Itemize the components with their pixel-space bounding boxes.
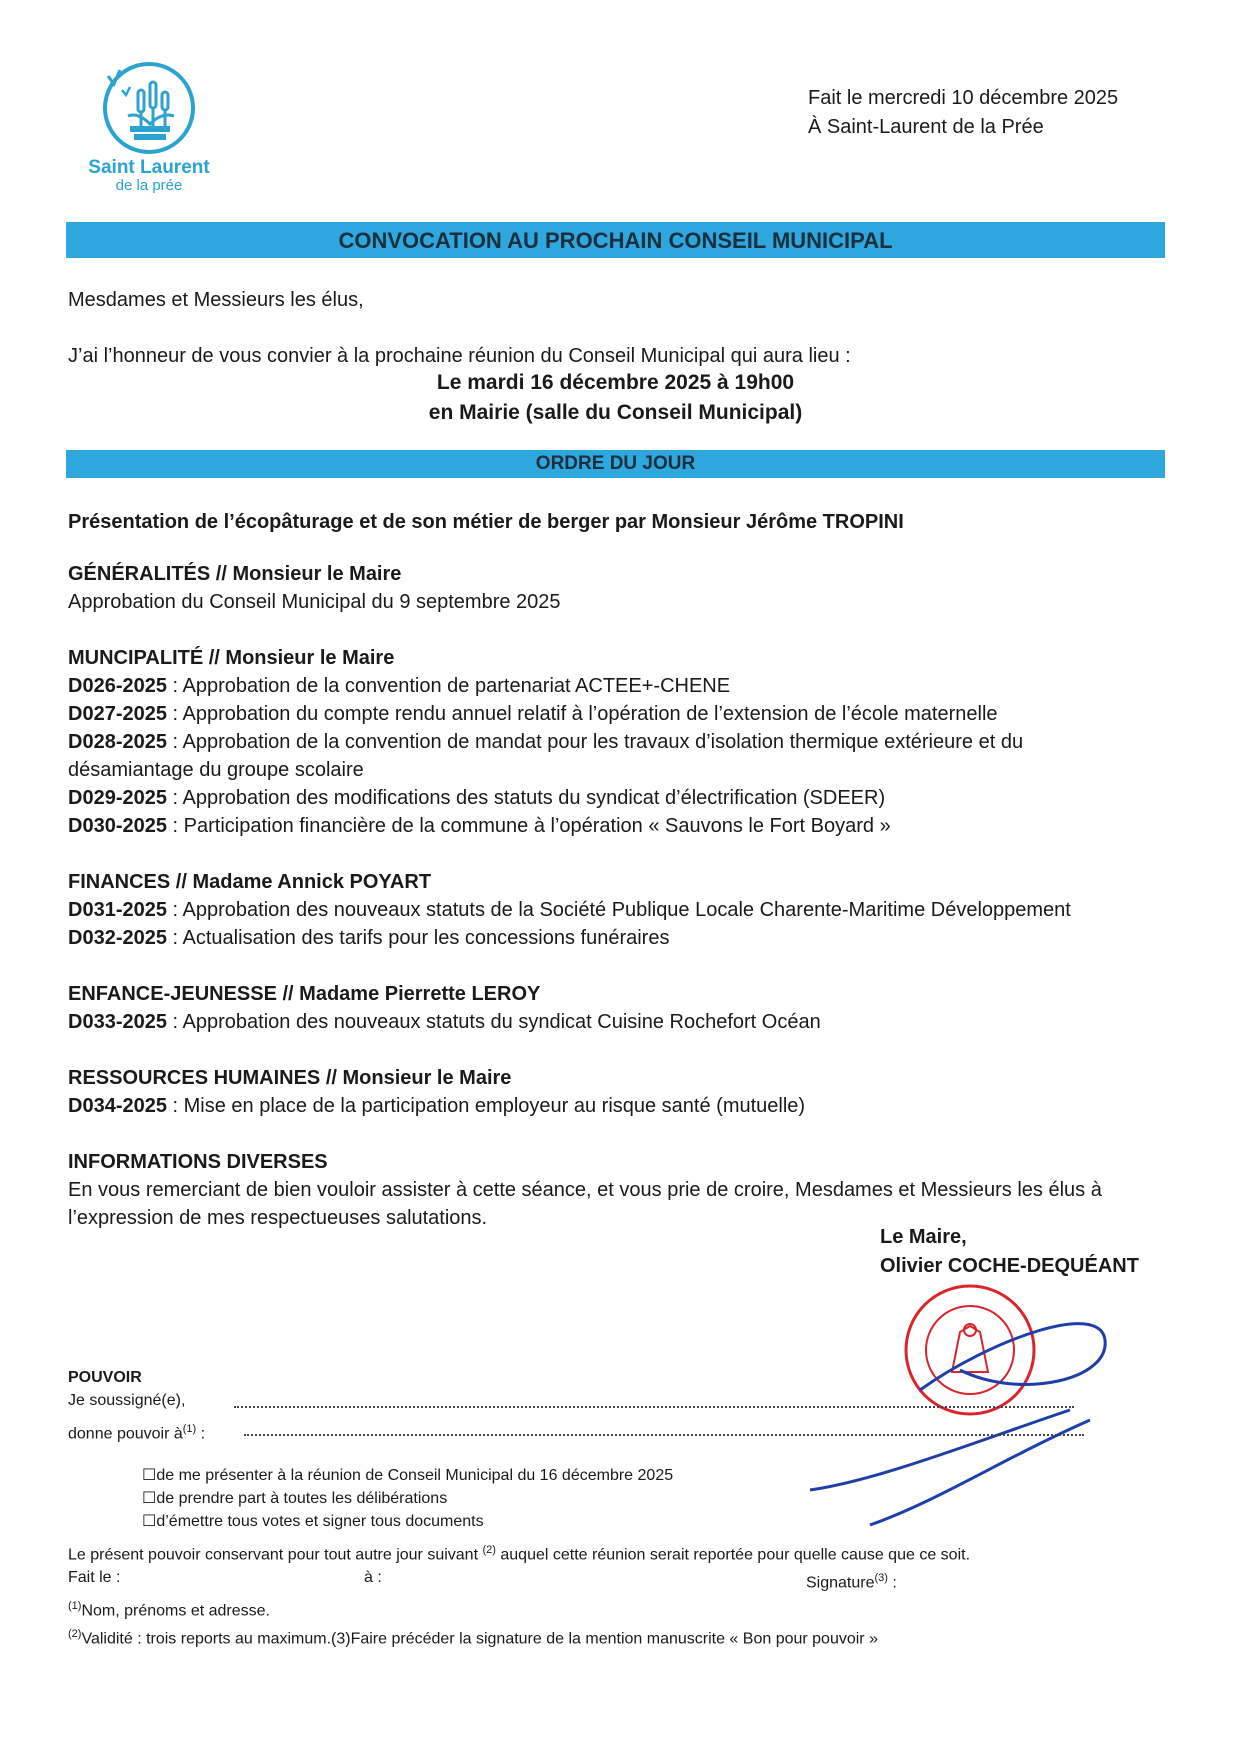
signature-colon: : xyxy=(887,1574,897,1592)
presentation-line: Présentation de l’écopâturage et de son métier de berger par Monsieur Jérôme TROPINI xyxy=(68,511,904,533)
meeting-place: en Mairie (salle du Conseil Municipal) xyxy=(428,401,803,424)
pouvoir-soussigne-label: Je soussigné(e), xyxy=(68,1392,186,1409)
item-code: D033-2025 xyxy=(68,1011,167,1033)
validity-text-b: auquel cette réunion serait reportée pour quelle cause que ce soit. xyxy=(495,1546,971,1564)
mayor-signature-block xyxy=(880,1223,1139,1281)
item-code: D028-2025 xyxy=(68,731,167,753)
item-code: D027-2025 xyxy=(68,703,167,725)
agenda-item xyxy=(68,728,1148,784)
agenda-sections xyxy=(68,560,1148,1232)
mayor-name: Olivier COCHE-DEQUÉANT xyxy=(880,1255,1139,1277)
donne-label-text: donne pouvoir à xyxy=(68,1425,183,1443)
logo xyxy=(74,56,224,194)
footnote-2 xyxy=(68,1622,878,1651)
section-heading: ENFANCE-JEUNESSE // Madame Pierrette LEROY xyxy=(68,983,541,1005)
date-block xyxy=(808,84,1118,142)
item-text: : Approbation des modifications des statuts du syndicat d’électrification (SDEER) xyxy=(166,787,886,809)
item-text: : Approbation des nouveaux statuts du syndicat Cuisine Rochefort Océan xyxy=(166,1011,821,1033)
checkbox[interactable]: ☐ xyxy=(142,1513,157,1530)
meeting-date: Le mardi 16 décembre 2025 à 19h00 xyxy=(436,371,795,394)
cattails-logo-icon xyxy=(94,56,204,156)
section-heading: INFORMATIONS DIVERSES xyxy=(68,1151,328,1173)
section-heading: GÉNÉRALITÉS // Monsieur le Maire xyxy=(68,563,402,585)
option-row xyxy=(142,1510,484,1533)
agenda-section xyxy=(68,560,1148,616)
item-text: : Approbation du compte rendu annuel relatif à l’opération de l’extension de l’école maternelle xyxy=(166,703,998,725)
mayor-role: Le Maire, xyxy=(880,1226,967,1248)
fait-le-label: Fait le : xyxy=(68,1569,121,1586)
agenda-item xyxy=(68,1008,1148,1036)
agenda-item xyxy=(68,588,1148,616)
item-code: D030-2025 xyxy=(68,815,167,837)
pouvoir-donne-label xyxy=(68,1417,205,1446)
agenda-section xyxy=(68,980,1148,1036)
validity-text-a: Le présent pouvoir conservant pour tout autre jour suivant xyxy=(68,1546,483,1564)
agenda-item xyxy=(68,924,1148,952)
agenda-section xyxy=(68,1064,1148,1120)
item-text: Approbation du Conseil Municipal du 9 septembre 2025 xyxy=(68,591,561,613)
section-heading: FINANCES // Madame Annick POYART xyxy=(68,871,432,893)
agenda-section xyxy=(68,868,1148,952)
page-title: CONVOCATION AU PROCHAIN CONSEIL MUNICIPAL xyxy=(66,222,1165,258)
checkbox[interactable]: ☐ xyxy=(142,1490,157,1507)
option-label: de prendre part à toutes les délibérations xyxy=(156,1490,448,1507)
place-line: À Saint-Laurent de la Prée xyxy=(808,116,1044,138)
agenda-title: ORDRE DU JOUR xyxy=(66,450,1165,478)
a-label: à : xyxy=(364,1569,382,1586)
logo-name: Saint Laurent xyxy=(88,157,210,178)
logo-subname: de la prée xyxy=(115,177,183,194)
footnote-2-text: Validité : trois reports au maximum.(3)Faire précéder la signature de la mention manuscrite « Bon pour pouvoir » xyxy=(81,1630,878,1648)
item-text: : Approbation des nouveaux statuts de la Société Publique Locale Charente-Maritime Développement xyxy=(166,899,1071,921)
soussigne-field[interactable] xyxy=(234,1405,1074,1408)
footnote-1-text: Nom, prénoms et adresse. xyxy=(81,1602,270,1620)
item-text: : Approbation de la convention de mandat pour les travaux d’isolation thermique extérieure et du désamiantage du groupe scolaire xyxy=(68,731,1024,781)
mandataire-field[interactable] xyxy=(244,1433,1084,1436)
item-text: : Approbation de la convention de partenariat ACTEE+-CHENE xyxy=(166,675,731,697)
section-heading: RESSOURCES HUMAINES // Monsieur le Maire xyxy=(68,1067,512,1089)
item-text: : Mise en place de la participation employeur au risque santé (mutuelle) xyxy=(166,1095,806,1117)
item-code: D034-2025 xyxy=(68,1095,167,1117)
option-row xyxy=(142,1464,673,1487)
agenda-item xyxy=(68,700,1148,728)
donne-label-sup: (1) xyxy=(182,1423,197,1435)
option-label: de me présenter à la réunion de Conseil Municipal du 16 décembre 2025 xyxy=(156,1467,674,1484)
footnote-1 xyxy=(68,1594,270,1623)
option-row xyxy=(142,1487,447,1510)
agenda-item xyxy=(68,784,1148,812)
validity-sup: (2) xyxy=(482,1544,496,1556)
section-heading: MUNCIPALITÉ // Monsieur le Maire xyxy=(68,647,395,669)
agenda-item xyxy=(68,1092,1148,1120)
signature-label-text: Signature xyxy=(806,1574,875,1592)
option-label: d’émettre tous votes et signer tous documents xyxy=(156,1513,484,1530)
agenda-item xyxy=(68,672,1148,700)
agenda-item xyxy=(68,812,1148,840)
validity-line xyxy=(68,1538,970,1567)
agenda-section xyxy=(68,644,1148,840)
footnote-2-sup: (2) xyxy=(68,1628,82,1640)
date-line: Fait le mercredi 10 décembre 2025 xyxy=(808,87,1119,109)
item-code: D029-2025 xyxy=(68,787,167,809)
pouvoir-title: POUVOIR xyxy=(68,1369,142,1386)
intro-text: J’ai l’honneur de vous convier à la prochaine réunion du Conseil Municipal qui aura lieu : xyxy=(68,345,851,367)
greeting: Mesdames et Messieurs les élus, xyxy=(68,289,364,311)
agenda-item xyxy=(68,896,1148,924)
signature-label xyxy=(806,1566,897,1595)
donne-label-colon: : xyxy=(196,1425,206,1443)
signature-sup: (3) xyxy=(874,1572,888,1584)
item-text: : Participation financière de la commune à l’opération « Sauvons le Fort Boyard » xyxy=(166,815,891,837)
item-code: D026-2025 xyxy=(68,675,167,697)
footnote-1-sup: (1) xyxy=(68,1600,82,1612)
item-text: En vous remerciant de bien vouloir assister à cette séance, et vous prie de croire, Mesdames et Messieurs les élus à l’expression de mes respectueuses salutations. xyxy=(68,1179,1102,1229)
item-text: : Actualisation des tarifs pour les concessions funéraires xyxy=(166,927,670,949)
handwritten-signature-icon xyxy=(800,1400,1100,1530)
item-code: D031-2025 xyxy=(68,899,167,921)
agenda-section xyxy=(68,1148,1148,1232)
item-code: D032-2025 xyxy=(68,927,167,949)
checkbox[interactable]: ☐ xyxy=(142,1467,157,1484)
